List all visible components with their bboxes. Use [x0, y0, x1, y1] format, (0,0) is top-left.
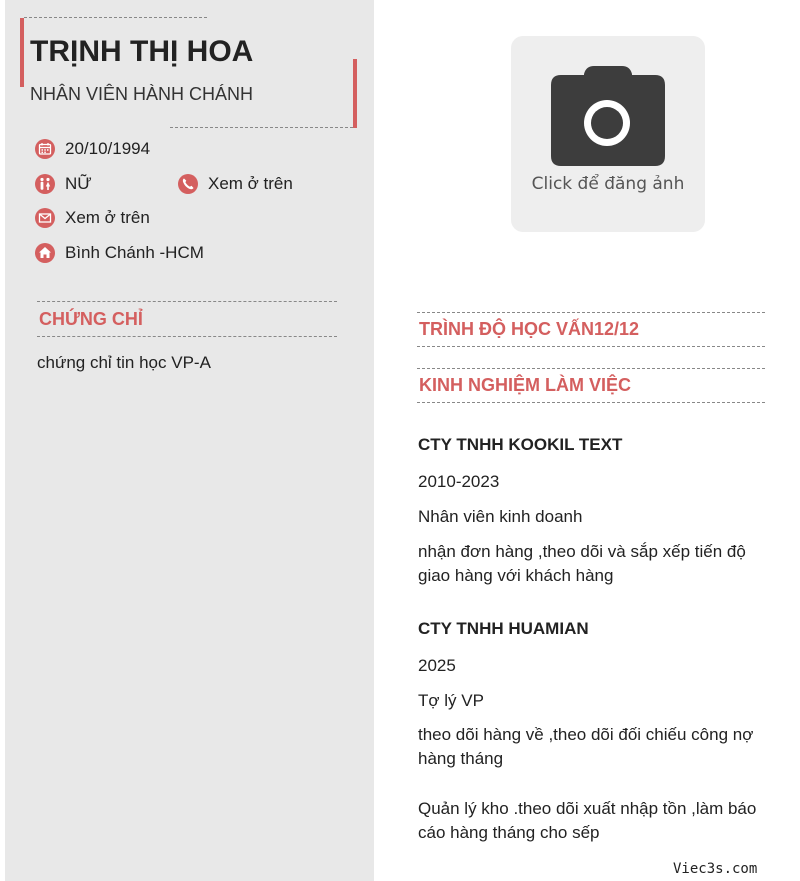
- address-row: [35, 243, 204, 263]
- calendar-icon: [35, 139, 55, 159]
- email-icon: [35, 208, 55, 228]
- job-period[interactable]: 2025: [418, 656, 456, 675]
- job-description[interactable]: Quản lý kho .theo dõi xuất nhập tồn ,làm báo cáo hàng tháng cho sếp: [418, 799, 757, 842]
- divider: [170, 127, 353, 128]
- education-heading[interactable]: TRÌNH ĐỘ HỌC VẤN12/12: [417, 312, 765, 347]
- photo-upload[interactable]: [511, 36, 705, 232]
- home-icon: [35, 243, 55, 263]
- experience-heading[interactable]: KINH NGHIỆM LÀM VIỆC: [417, 368, 765, 403]
- job-period[interactable]: 2010-2023: [418, 472, 500, 491]
- certificate-item[interactable]: chứng chỉ tin học VP-A: [37, 353, 211, 372]
- name-block: [20, 17, 357, 128]
- accent-bar: [20, 18, 24, 87]
- camera-icon: [549, 64, 667, 168]
- email-row: [35, 208, 150, 228]
- birthday-row: [35, 139, 150, 159]
- job-description[interactable]: nhận đơn hàng ,theo dõi và sắp xếp tiến độ giao hàng với khách hàng: [418, 542, 746, 585]
- address-value[interactable]: Bình Chánh -HCM: [65, 243, 204, 262]
- accent-bar: [353, 59, 357, 128]
- job-company[interactable]: CTY TNHH KOOKIL TEXT: [418, 435, 623, 454]
- phone-row: [178, 174, 293, 194]
- sidebar: [5, 0, 374, 881]
- job-position[interactable]: Nhân viên kinh doanh: [418, 507, 583, 526]
- divider: [24, 17, 207, 18]
- email-value[interactable]: Xem ở trên: [65, 208, 150, 227]
- gender-value[interactable]: NỮ: [65, 174, 92, 193]
- certificates-heading[interactable]: CHỨNG CHỈ: [37, 301, 337, 337]
- job-title[interactable]: NHÂN VIÊN HÀNH CHÁNH: [30, 84, 254, 104]
- photo-upload-label: Click để đăng ảnh: [531, 174, 685, 194]
- job-description[interactable]: theo dõi hàng về ,theo dõi đối chiếu công nợ hàng tháng: [418, 725, 754, 768]
- footer-brand: Viec3s.com: [673, 861, 758, 877]
- birthday-value[interactable]: 20/10/1994: [65, 139, 151, 158]
- job-position[interactable]: Tợ lý VP: [418, 691, 484, 710]
- full-name[interactable]: TRỊNH THỊ HOA: [30, 35, 254, 68]
- gender-row: [35, 174, 92, 194]
- phone-value[interactable]: Xem ở trên: [208, 174, 293, 193]
- gender-icon: [35, 174, 55, 194]
- job-company[interactable]: CTY TNHH HUAMIAN: [418, 619, 589, 638]
- phone-icon: [178, 174, 198, 194]
